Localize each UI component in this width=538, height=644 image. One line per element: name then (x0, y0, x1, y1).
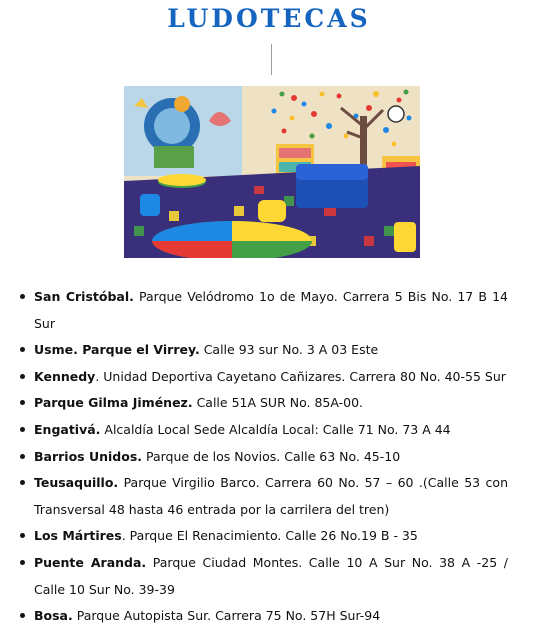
location-text: . Parque El Renacimiento. Calle 26 No.19 B - 35 (121, 528, 418, 544)
location-text: Alcaldía Local Sede Alcaldía Local: Calle 71 No. 73 A 44 (100, 421, 451, 437)
bullet-icon (20, 374, 25, 379)
location-text: Parque Virgilio Barco. Carrera 60 No. 57 – 60 .(Calle 53 con Transversal 48 hasta 46 entrada por la carrilera del tren) (34, 475, 508, 517)
bullet-icon (20, 454, 25, 459)
location-name: Teusaquillo. (34, 475, 119, 491)
page-title: LUDOTECAS (167, 4, 371, 33)
playroom-photo (124, 86, 420, 258)
location-name: Engativá. (34, 421, 101, 437)
location-text: Calle 93 sur No. 3 A 03 Este (199, 342, 379, 358)
list-item (20, 390, 508, 417)
locations-list (20, 284, 508, 630)
bullet-icon (20, 480, 25, 485)
list-item (20, 550, 508, 603)
location-text: Parque Ciudad Montes. Calle 10 A Sur No. 38 A -25 / Calle 10 Sur No. 39-39 (34, 554, 508, 597)
location-text: Calle 51A SUR No. 85A-00. (192, 395, 364, 411)
list-item (20, 523, 508, 550)
location-name: Parque Gilma Jiménez. (34, 395, 193, 411)
location-name: San Cristóbal. (34, 289, 134, 304)
bullet-icon (20, 427, 25, 432)
location-name: Puente Aranda. (34, 554, 147, 570)
bullet-icon (20, 613, 25, 618)
list-item (20, 470, 508, 523)
location-text: . Unidad Deportiva Cayetano Cañizares. Carrera 80 No. 40-55 Sur (95, 368, 506, 384)
bullet-icon (20, 560, 25, 565)
list-item (20, 417, 508, 444)
location-name: Bosa. (34, 608, 73, 624)
bullet-icon (20, 533, 25, 538)
location-text: Parque Velódromo 1o de Mayo. Carrera 5 Bis No. 17 B 14 Sur (34, 289, 508, 331)
list-item (20, 284, 508, 337)
bullet-icon (20, 400, 25, 405)
list-item (20, 364, 508, 391)
title-divider (271, 44, 272, 75)
list-item (20, 603, 508, 630)
location-text: Parque Autopista Sur. Carrera 75 No. 57H Sur-94 (72, 608, 381, 624)
location-name: Los Mártires (34, 528, 122, 544)
bullet-icon (20, 347, 25, 352)
location-text: Parque de los Novios. Calle 63 No. 45-10 (142, 448, 401, 464)
location-name: Kennedy (34, 368, 96, 384)
list-item (20, 444, 508, 471)
bullet-icon (20, 294, 25, 299)
location-name: Usme. Parque el Virrey. (34, 342, 200, 358)
location-name: Barrios Unidos. (34, 448, 143, 464)
list-item (20, 337, 508, 364)
